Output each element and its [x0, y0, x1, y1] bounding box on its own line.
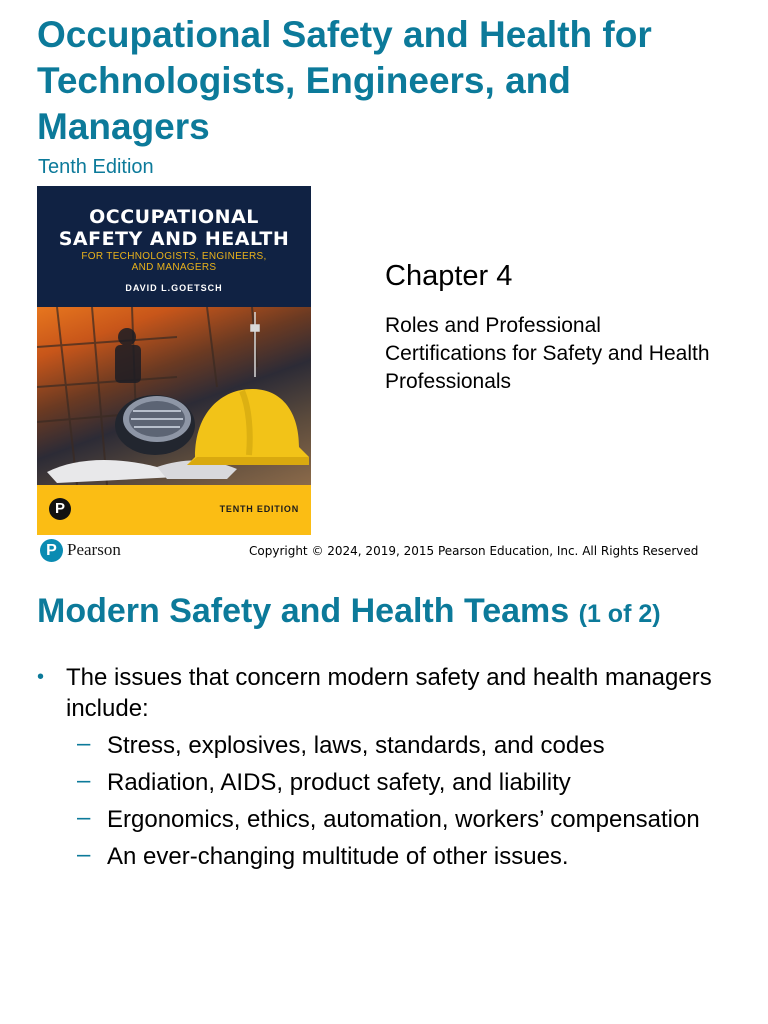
cover-subtitle-line1: FOR TECHNOLOGISTS, ENGINEERS, — [81, 251, 267, 262]
bullet-dot-icon: • — [37, 666, 45, 688]
sub-item — [37, 767, 737, 798]
cover-title-line2: SAFETY AND HEALTH — [58, 228, 290, 250]
pearson-wordmark: Pearson — [67, 540, 121, 559]
book-cover — [37, 186, 311, 535]
cover-subtitle — [37, 251, 311, 273]
pearson-mark-icon: P — [40, 539, 63, 562]
cover-edition: TENTH EDITION — [219, 504, 299, 514]
cover-header — [37, 186, 311, 307]
dash-icon: – — [77, 767, 91, 794]
slide-title — [37, 592, 661, 631]
bullet-item — [37, 662, 737, 724]
sub-item-text: Ergonomics, ethics, automation, workers’ compensation — [107, 806, 700, 833]
sub-item-text: Stress, explosives, laws, standards, and codes — [107, 732, 605, 759]
dash-icon: – — [77, 841, 91, 868]
book-title: Occupational Safety and Health for Technologists, Engineers, and Managers — [37, 14, 652, 147]
edition-label: Tenth Edition — [38, 156, 154, 178]
pearson-icon: P — [49, 498, 71, 520]
chapter-number: Chapter 4 — [385, 260, 513, 292]
dash-icon: – — [77, 804, 91, 831]
sub-item — [37, 730, 737, 761]
cover-title — [37, 206, 311, 250]
cover-author: DAVID L.GOETSCH — [125, 283, 223, 293]
sub-item — [37, 841, 737, 872]
cover-footer — [37, 485, 311, 535]
slide-part-indicator: (1 of 2) — [578, 600, 661, 628]
chapter-title: Roles and Professional Certifications for Safety and Health Professionals — [385, 314, 710, 393]
slide-title-text: Modern Safety and Health Teams — [37, 592, 570, 630]
content-slide — [0, 574, 768, 1024]
cover-subtitle-line2: AND MANAGERS — [131, 262, 217, 273]
cover-photo — [37, 307, 311, 485]
sub-item-text: An ever-changing multitude of other issues. — [107, 843, 569, 870]
sub-item-text: Radiation, AIDS, product safety, and liability — [107, 769, 571, 796]
bullet-list — [37, 662, 737, 872]
copyright-notice: Copyright © 2024, 2019, 2015 Pearson Education, Inc. All Rights Reserved — [249, 544, 699, 558]
bullet-text: The issues that concern modern safety and health managers include: — [66, 664, 712, 722]
cover-illustration — [37, 307, 311, 485]
dash-icon: – — [77, 730, 91, 757]
cover-title-line1: OCCUPATIONAL — [89, 206, 259, 228]
sub-item — [37, 804, 737, 835]
